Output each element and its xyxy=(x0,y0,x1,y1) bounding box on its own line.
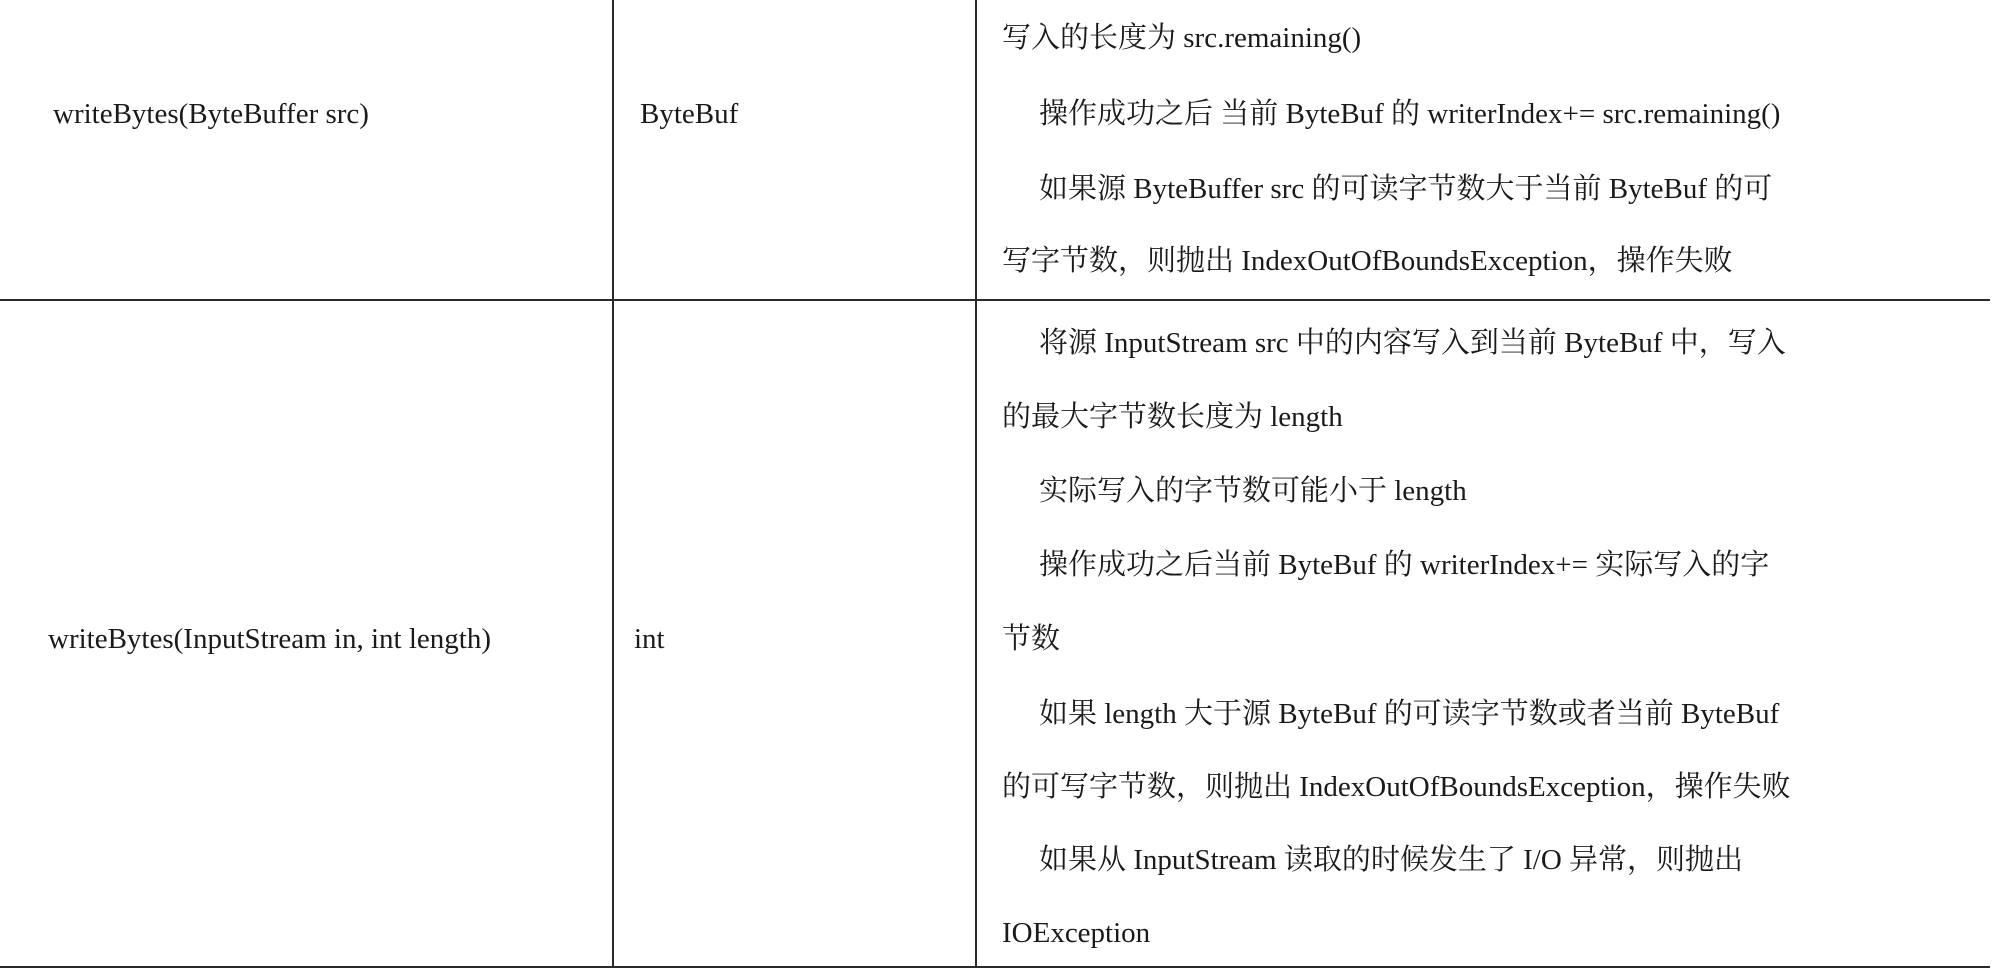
method-signature: writeBytes(InputStream in, int length) xyxy=(48,623,491,655)
return-type: int xyxy=(634,623,665,655)
description-line: 节数 xyxy=(1002,623,1061,655)
description-line: 将源 InputStream src 中的内容写入到当前 ByteBuf 中，写入 xyxy=(1039,327,1786,359)
column-divider-2 xyxy=(975,0,977,968)
description-line: 如果 length 大于源 ByteBuf 的可读字节数或者当前 ByteBuf xyxy=(1039,698,1780,730)
description-line: IOException xyxy=(1002,917,1151,949)
description-line: 如果源 ByteBuffer src 的可读字节数大于当前 ByteBuf 的可 xyxy=(1039,173,1773,205)
description-line: 操作成功之后 当前 ByteBuf 的 writerIndex+= src.remaining() xyxy=(1039,98,1781,130)
description-line: 操作成功之后当前 ByteBuf 的 writerIndex+= 实际写入的字 xyxy=(1039,549,1770,581)
return-type: ByteBuf xyxy=(640,98,739,130)
description-line: 实际写入的字节数可能小于 length xyxy=(1039,475,1467,507)
row-divider xyxy=(0,299,1990,301)
description-line: 如果从 InputStream 读取的时候发生了 I/O 异常，则抛出 xyxy=(1039,844,1744,876)
description-line: 写字节数，则抛出 IndexOutOfBoundsException，操作失败 xyxy=(1002,245,1733,277)
column-divider-1 xyxy=(612,0,614,968)
method-signature: writeBytes(ByteBuffer src) xyxy=(53,98,369,130)
description-line: 的最大字节数长度为 length xyxy=(1002,401,1343,433)
description-line: 写入的长度为 src.remaining() xyxy=(1002,22,1362,54)
description-line: 的可写字节数，则抛出 IndexOutOfBoundsException，操作失败 xyxy=(1002,771,1791,803)
table-bottom-border xyxy=(0,966,1990,968)
